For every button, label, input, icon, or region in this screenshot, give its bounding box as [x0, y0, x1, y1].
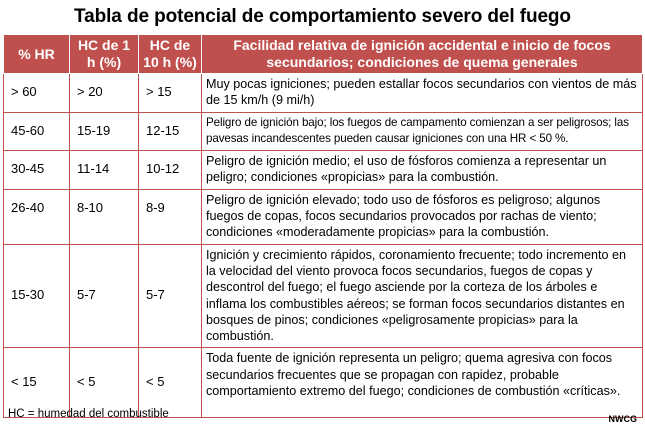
cell-fm-10h: 10-12 [139, 151, 202, 190]
cell-rh: < 15 [4, 348, 70, 418]
table-row [4, 112, 643, 151]
source-label: NWCG [608, 414, 637, 424]
header-rh: % HR [4, 35, 70, 74]
cell-fm-10h: 12-15 [139, 112, 202, 151]
cell-description: Peligro de ignición bajo; los fuegos de campamento comienzan a ser peligrosos; las pavesas incandescentes pueden causar igniciones con una HR < 50 %. [202, 112, 643, 151]
table-row [4, 151, 643, 190]
footnote: HC = humedad del combustible [8, 408, 169, 420]
cell-rh: 45-60 [4, 112, 70, 151]
cell-fm-1h: < 5 [70, 348, 139, 418]
cell-description: Ignición y crecimiento rápidos, coronamiento frecuente; todo incremento en la velocidad del viento provoca focos secundarios, fuegos de copas y descontrol del fuego; el fuego asciende por la corteza de los árboles e inflama los combustibles aéreos; se forman focos secundarios distantes en bosques de pinos; condiciones «peligrosamente propicias» para la combustión. [202, 244, 643, 348]
cell-fm-1h: 5-7 [70, 244, 139, 348]
cell-fm-1h: 8-10 [70, 189, 139, 244]
cell-rh: 26-40 [4, 189, 70, 244]
cell-fm-10h: 8-9 [139, 189, 202, 244]
table-header-row [4, 35, 643, 74]
cell-fm-1h: 15-19 [70, 112, 139, 151]
cell-fm-10h: 5-7 [139, 244, 202, 348]
header-description: Facilidad relativa de ignición accidental e inicio de focos secundarios; condiciones de quema generales [202, 35, 643, 74]
cell-rh: 15-30 [4, 244, 70, 348]
cell-rh: 30-45 [4, 151, 70, 190]
table-row [4, 74, 643, 113]
cell-fm-1h: 11-14 [70, 151, 139, 190]
cell-fm-10h: > 15 [139, 74, 202, 113]
fire-behavior-table [3, 34, 643, 418]
cell-description: Toda fuente de ignición representa un peligro; quema agresiva con focos secundarios frecuentes que se propagan con rapidez, probable comportamiento extremo del fuego; condiciones de combustión «críticas». [202, 348, 643, 418]
header-fm-10h: HC de 10 h (%) [139, 35, 202, 74]
cell-description: Muy pocas igniciones; pueden estallar focos secundarios con vientos de más de 15 km/h (9 mi/h) [202, 74, 643, 113]
table-row [4, 189, 643, 244]
cell-description: Peligro de ignición elevado; todo uso de fósforos es peligroso; algunos fuegos de copas, focos secundarios provocados por rachas de viento; condiciones «moderadamente propicias» para la combustión. [202, 189, 643, 244]
page-title: Tabla de potencial de comportamiento severo del fuego [74, 6, 571, 27]
header-fm-1h: HC de 1 h (%) [70, 35, 139, 74]
cell-description: Peligro de ignición medio; el uso de fósforos comienza a representar un peligro; condiciones «propicias» para la combustión. [202, 151, 643, 190]
cell-rh: > 60 [4, 74, 70, 113]
table-row [4, 244, 643, 348]
cell-fm-1h: > 20 [70, 74, 139, 113]
cell-fm-10h: < 5 [139, 348, 202, 418]
